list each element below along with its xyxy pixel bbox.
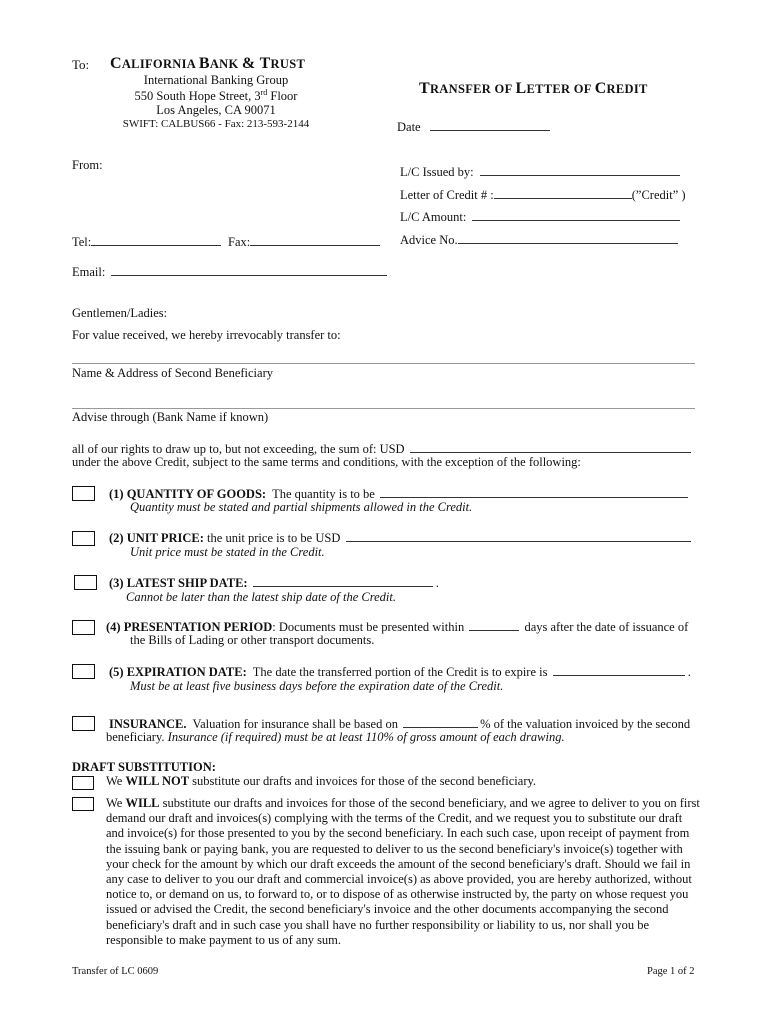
will-not-substitute-text: We WILL NOT substitute our drafts and invoices for those of the second beneficiary.	[106, 774, 537, 788]
expiration-period: .	[687, 665, 691, 679]
presentation-text-1: : Documents must be presented within	[272, 620, 465, 634]
expiration-date-label: (5) EXPIRATION DATE:	[109, 665, 247, 679]
fax-field[interactable]	[228, 233, 380, 250]
ship-date-blank[interactable]	[253, 574, 433, 587]
draft-substitution-heading: DRAFT SUBSTITUTION:	[72, 760, 216, 774]
date-field[interactable]	[397, 118, 550, 135]
date-blank[interactable]	[430, 118, 550, 131]
date-label: Date	[397, 120, 421, 134]
lc-issued-by-blank[interactable]	[480, 163, 680, 176]
address-line-2: 550 South Hope Street, 3rd Floor	[134, 88, 298, 104]
expiration-date-field[interactable]	[109, 663, 691, 680]
will-not-substitute-checkbox[interactable]	[72, 776, 94, 790]
tel-label: Tel:	[72, 235, 92, 249]
to-label: To:	[72, 57, 90, 72]
under-credit-text: under the above Credit, subject to the same terms and conditions, with the exception of the following:	[72, 455, 581, 469]
lc-amount-blank[interactable]	[472, 208, 680, 221]
lc-amount-field[interactable]	[400, 208, 680, 225]
tel-blank[interactable]	[91, 233, 221, 246]
address-line-3: Los Angeles, CA 90071	[156, 103, 276, 117]
insurance-checkbox[interactable]	[72, 716, 95, 731]
insurance-text-2: % of the valuation invoiced by the second	[480, 717, 691, 731]
quantity-checkbox[interactable]	[72, 486, 95, 501]
expiration-date-checkbox[interactable]	[72, 664, 95, 679]
lc-amount-label: L/C Amount:	[400, 210, 467, 224]
address-line-1: International Banking Group	[143, 73, 289, 87]
advice-number-label: Advice No.	[400, 233, 458, 247]
bank-name: CALIFORNIA BANK & TRUST	[110, 55, 306, 72]
ship-date-checkbox[interactable]	[74, 575, 97, 590]
fax-blank[interactable]	[250, 233, 380, 246]
will-substitute-text: We WILL substitute our drafts and invoices for those of the second beneficiary, and we agree to deliver to you on first demand our draft and invoices(s) complying with the terms of the Credit, and we request you to substitute our draft and invoice(s) for those presented to you by the second beneficiary. In each such case, upon receipt of payment from the issuing bank or paying bank, you are requested to deliver to us the second beneficiary's invoice(s) together with your check for the amount by which our draft exceeds the amount of the second beneficiary's draft. Should we fail in any case to deliver to you our draft and commercial invoice(s) as above provided, you are hereby authorized, without notice to, or demand on us, to forward to, or to dispose of as otherwise instructed by, the party on whose request you issued or advised the Credit, the second beneficiary's invoice and the other documents accompanying the second beneficiary's draft and in such case you shall have no further responsibility or liability to us, nor shall you be responsible to make payment to us of any sum.	[106, 796, 700, 947]
quantity-label: (1) QUANTITY OF GOODS:	[109, 487, 267, 501]
quantity-note: Quantity must be stated and partial shipments allowed in the Credit.	[130, 500, 473, 514]
unit-price-text: the unit price is to be USD	[207, 531, 341, 545]
ship-date-period: .	[435, 576, 439, 590]
quantity-text: The quantity is to be	[272, 487, 375, 501]
second-beneficiary-line[interactable]	[72, 363, 695, 364]
expiration-date-blank[interactable]	[553, 663, 685, 676]
advice-number-field[interactable]	[400, 231, 678, 248]
ship-date-field[interactable]	[109, 574, 439, 591]
insurance-line-2	[106, 730, 565, 745]
unit-price-label: (2) UNIT PRICE:	[109, 531, 204, 545]
unit-price-field[interactable]	[109, 529, 691, 546]
presentation-period-label: (4) PRESENTATION PERIOD	[106, 620, 273, 634]
unit-price-note: Unit price must be stated in the Credit.	[130, 545, 325, 559]
advise-through-label: Advise through (Bank Name if known)	[72, 410, 269, 424]
insurance-note: Insurance (if required) must be at least 110% of gross amount of each drawing.	[167, 730, 565, 744]
presentation-text-2: days after the date of issuance of	[524, 620, 689, 634]
salutation: Gentlemen/Ladies:	[72, 306, 168, 320]
expiration-note: Must be at least five business days before the expiration date of the Credit.	[130, 679, 504, 693]
expiration-date-text: The date the transferred portion of the Credit is to expire is	[252, 665, 548, 679]
will-substitute-checkbox[interactable]	[72, 797, 94, 811]
swift-fax: SWIFT: CALBUS66 - Fax: 213-593-2144	[122, 118, 310, 130]
ship-date-note: Cannot be later than the latest ship date of the Credit.	[126, 590, 397, 604]
form-id: Transfer of LC 0609	[72, 966, 159, 977]
advice-number-blank[interactable]	[458, 231, 678, 244]
insurance-percent-blank[interactable]	[403, 715, 478, 728]
email-field[interactable]	[72, 263, 387, 280]
lc-number-label: Letter of Credit # :	[400, 188, 494, 202]
ship-date-label: (3) LATEST SHIP DATE:	[109, 576, 248, 590]
email-label: Email:	[72, 265, 106, 279]
unit-price-checkbox[interactable]	[72, 531, 95, 546]
tel-field[interactable]	[72, 233, 221, 250]
presentation-text-3: the Bills of Lading or other transport documents.	[130, 633, 375, 647]
usd-amount-blank[interactable]	[410, 440, 691, 453]
quantity-blank[interactable]	[380, 485, 688, 498]
value-received-text: For value received, we hereby irrevocably transfer to:	[72, 328, 341, 342]
from-label: From:	[72, 158, 103, 172]
second-beneficiary-label: Name & Address of Second Beneficiary	[72, 366, 273, 380]
rights-label: all of our rights to draw up to, but not exceeding, the sum of: USD	[72, 442, 405, 456]
presentation-days-blank[interactable]	[469, 618, 519, 631]
advising-bank-line[interactable]	[72, 408, 695, 409]
lc-issued-by-label: L/C Issued by:	[400, 165, 474, 179]
insurance-label: INSURANCE.	[109, 717, 187, 731]
presentation-period-checkbox[interactable]	[72, 620, 95, 635]
lc-number-field[interactable]	[400, 186, 686, 203]
page-number: Page 1 of 2	[647, 966, 695, 977]
fax-label: Fax:	[228, 235, 251, 249]
unit-price-blank[interactable]	[346, 529, 691, 542]
email-blank[interactable]	[111, 263, 387, 276]
lc-number-blank[interactable]	[494, 186, 632, 199]
insurance-text-1: Valuation for insurance shall be based on	[192, 717, 398, 731]
lc-issued-by-field[interactable]	[400, 163, 680, 180]
document-title: TRANSFER OF LETTER OF CREDIT	[419, 80, 648, 97]
credit-suffix: (”Credit” )	[631, 188, 686, 202]
insurance-text-3: beneficiary.	[106, 730, 165, 744]
